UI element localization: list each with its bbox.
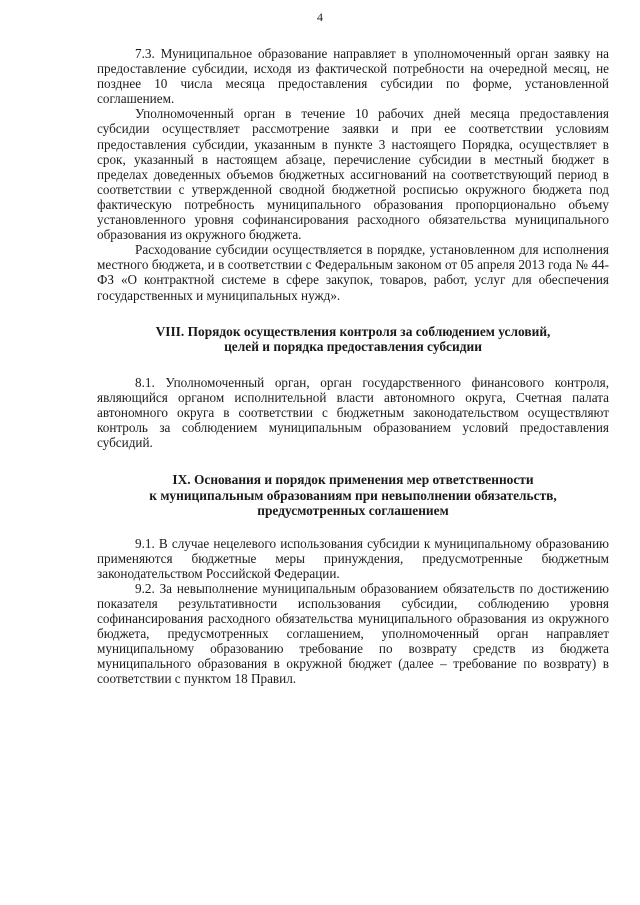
paragraph-9-1: 9.1. В случае нецелевого использования субсидии к муниципальному образованию применяются бюджетные меры принуждения, предусмотренные бюджетным законодательством Российской Федерации. xyxy=(97,535,609,581)
paragraph-8-1: 8.1. Уполномоченный орган, орган государственного финансового контроля, являющийся органом исполнительной власти автономного округа, Счетная палата автономного округа в соответствии с бюджетным законодательством осуществляют контроль за соблюдением муниципальным образованием условий предоставления субсидий. xyxy=(97,374,609,450)
section-heading-ix-line-3: предусмотренных соглашением xyxy=(257,503,449,519)
section-heading-ix-line-2: к муниципальным образованиям при невыполнении обязательств, xyxy=(149,487,557,503)
section-heading-viii-line-1: VIII. Порядок осуществления контроля за соблюдением условий, xyxy=(155,323,551,339)
section-heading-viii xyxy=(97,324,609,355)
paragraph-7-3-spending: Расходование субсидии осуществляется в порядке, установленном для исполнения местного бюджета, и в соответствии с Федеральным законом от 05 апреля 2013 года № 44-ФЗ «О контрактной системе в сфере закупок, товаров, работ, услуг для обеспечения государственных и муниципальных нужд». xyxy=(97,242,609,303)
section-heading-viii-line-2: целей и порядка предоставления субсидии xyxy=(224,339,482,355)
paragraph-7-3-review: Уполномоченный орган в течение 10 рабочих дней месяца предоставления субсидии осуществляет рассмотрение заявки и при ее соответствии условиям предоставления субсидии, указанным в пункте 3 настоящего Порядка, осуществляет в срок, указанный в настоящем абзаце, перечисление субсидии в местный бюджет в пределах доведенных объемов бюджетных ассигнований на соответствующий период в соответствии с утвержденной сводной бюджетной росписью окружного бюджета под фактическую потребность муниципального образования пропорционально объему установленного уровня софинансирования расходного обязательства муниципального образования из окружного бюджета. xyxy=(97,106,609,243)
paragraph-9-2: 9.2. За невыполнение муниципальным образованием обязательств по достижению показателя результативности использования субсидии, соблюдению уровня софинансирования расходного обязательства муниципального образования из окружного бюджета, предусмотренных соглашением, уполномоченный орган направляет муниципальному образованию требование по возврату средств из бюджета муниципального образования в окружной бюджет (далее – требование по возврату) в соответствии с пунктом 18 Правил. xyxy=(97,580,609,687)
paragraph-7-3: 7.3. Муниципальное образование направляет в уполномоченный орган заявку на предоставление субсидии, исходя из фактической потребности на очередной месяц, не позднее 10 числа месяца предоставления субсидии по форме, установленной соглашением. xyxy=(97,46,609,107)
section-heading-ix-line-1: IX. Основания и порядок применения мер ответственности xyxy=(172,472,534,488)
page-number: 4 xyxy=(317,10,323,24)
section-heading-ix xyxy=(97,472,609,519)
document-body xyxy=(97,46,609,687)
